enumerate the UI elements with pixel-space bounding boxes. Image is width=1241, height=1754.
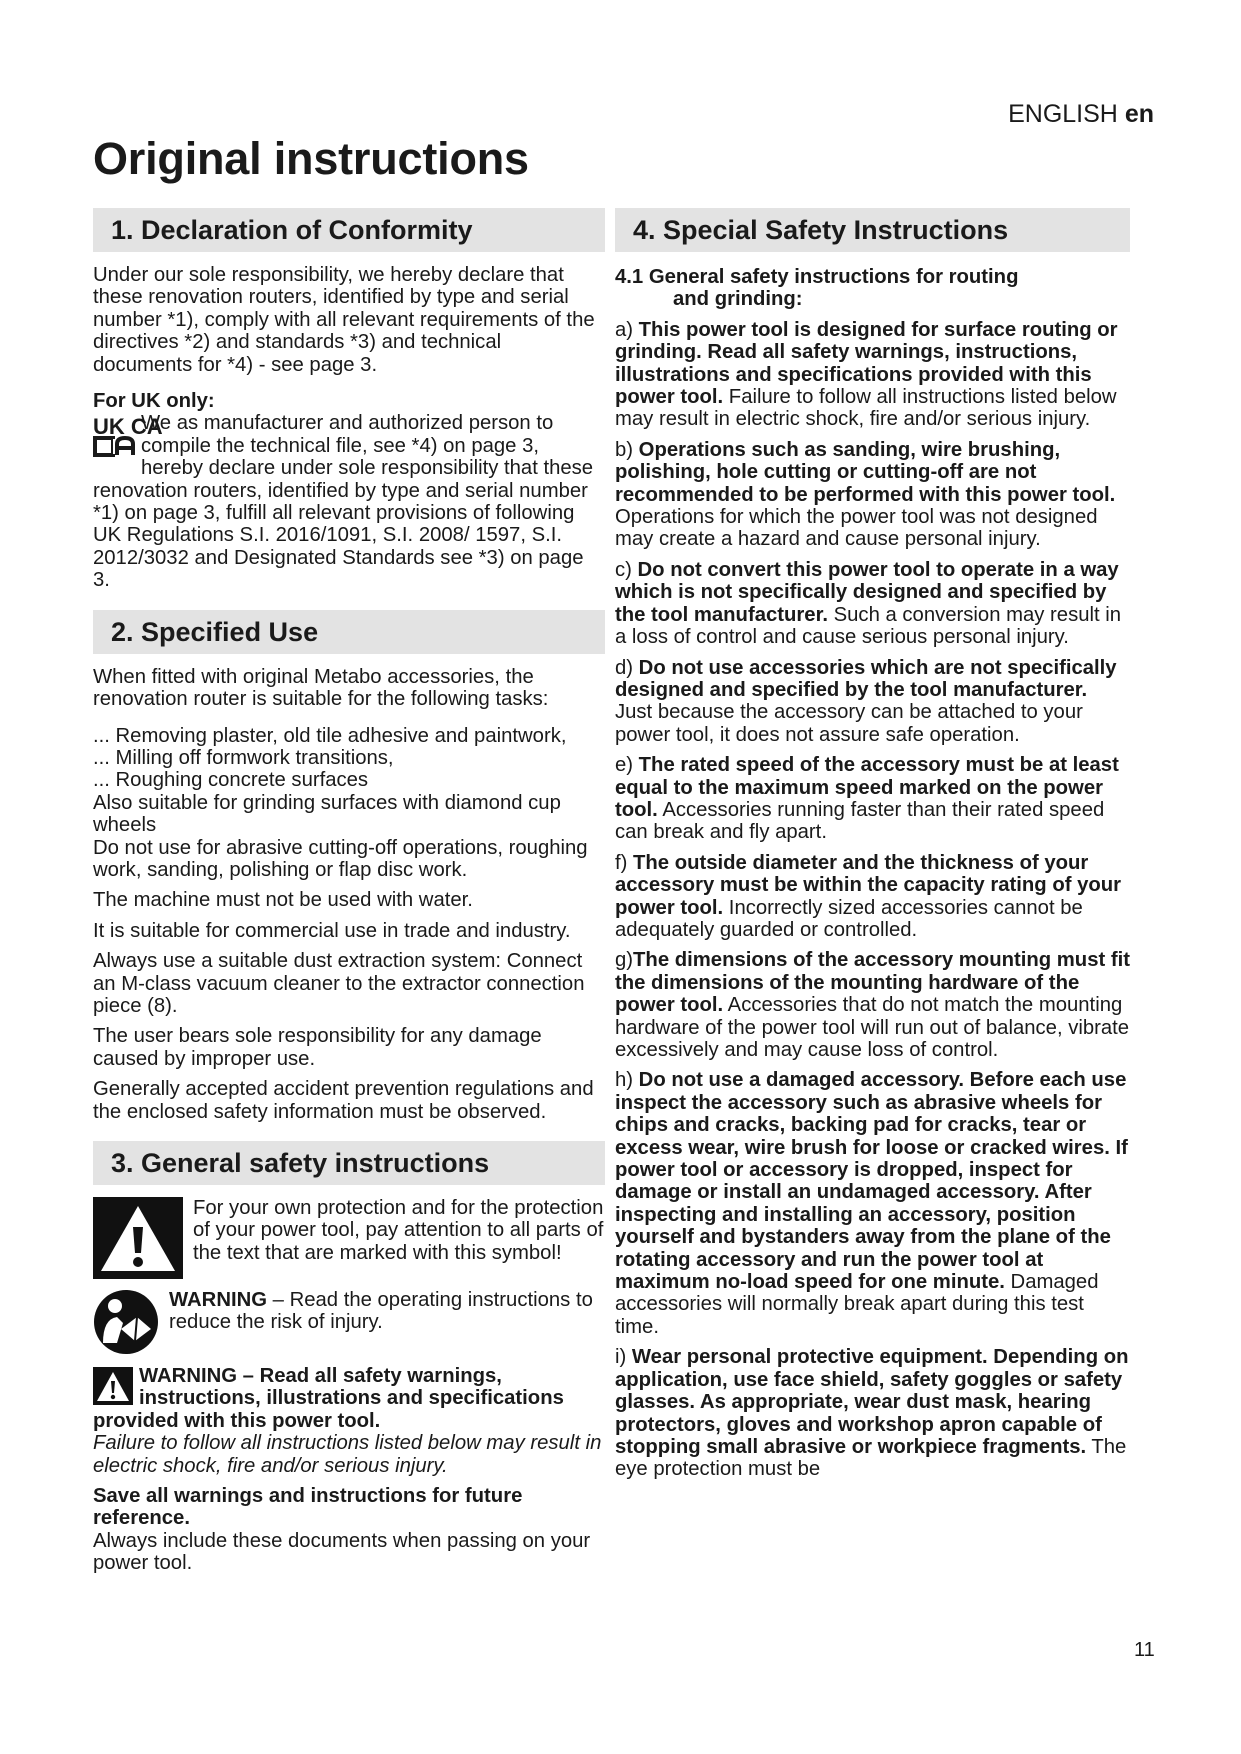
paragraph: The machine must not be used with water.	[93, 889, 473, 912]
uk-label: For UK only:	[93, 390, 215, 413]
paragraph: Also suitable for grinding surfaces with diamond cup wheels	[93, 791, 561, 837]
instruction-item: i) Wear personal protective equipment. Depending on application, use face shield, safety goggles or safety glasses. As appropriate, wear dust mask, hearing protectors, gloves and workshop apron capable of stopping small abrasive or workpiece fragments. The eye protection must be	[615, 1346, 1129, 1481]
paragraph: Generally accepted accident prevention regulations and the enclosed safety information must be observed.	[93, 1078, 594, 1123]
section-heading: 2. Specified Use	[93, 610, 605, 654]
save-text: Always include these documents when passing on your power tool.	[93, 1529, 591, 1575]
warning-all-italic: Failure to follow all instructions listed below may result in electric shock, fire and/or serious injury.	[93, 1432, 602, 1477]
page-number: 11	[1134, 1639, 1155, 1661]
read-manual-icon	[93, 1289, 159, 1355]
section-heading: 4. Special Safety Instructions	[615, 208, 1130, 252]
ukca-mark-text: UK CA	[93, 414, 163, 440]
warning-text: WARNING – Read the operating instructions to reduce the risk of injury.	[169, 1289, 593, 1334]
instruction-item: g)The dimensions of the accessory mounting must fit the dimensions of the mounting hardware of the power tool. Accessories that do not match the mounting hardware of the power tool will run out of balance, vibrate excessively and may cause loss of control.	[615, 949, 1131, 1061]
uk-text: We as manufacturer and authorized person to compile the technical file, see *4) on page 3, hereby declare under sole responsibility that these renovation routers, identified by type and serial number *1) on page 3, fulfill all relevant provisions of following UK Regulations S.I. 2016/1091, S.I. 2008/ 1597, S.I. 2012/3032 and Designated Standards see *3) on page 3.	[93, 412, 594, 592]
symbol-row	[93, 1197, 605, 1279]
symbol-text: For your own protection and for the protection of your power tool, pay attention to all parts of the text that are marked with this symbol!	[193, 1197, 604, 1264]
uk-block	[93, 412, 605, 591]
instruction-item: a) This power tool is designed for surface routing or grinding. Read all safety warnings, instructions, illustrations and specifications provided with this power tool. Failure to follow all instructions listed below may result in electric shock, fire and/or serious injury.	[615, 318, 1118, 431]
section-heading: 1. Declaration of Conformity	[93, 208, 605, 252]
subsection-heading: 4.1 General safety instructions for routing and grinding:	[615, 266, 1019, 311]
list-item: ... Roughing concrete surfaces	[93, 769, 369, 792]
paragraph: The user bears sole responsibility for any damage caused by improper use.	[93, 1025, 542, 1070]
warning-triangle-icon	[93, 1367, 133, 1405]
warning-all-block	[93, 1365, 605, 1477]
left-column	[93, 208, 605, 1583]
page-title: Original instructions	[93, 133, 529, 184]
paragraph: Under our sole responsibility, we hereby declare that these renovation routers, identified by type and serial number *1), comply with all relevant requirements of the directives *2) and standards *3) and technical documents for *4) - see page 3.	[93, 264, 595, 376]
instruction-item: b) Operations such as sanding, wire brushing, polishing, hole cutting or cutting-off are not recommended to be performed with this power tool. Operations for which the power tool was not designed may create a hazard and cause personal injury.	[615, 438, 1116, 551]
instruction-item: c) Do not convert this power tool to operate in a way which is not specifically designed and specified by the tool manufacturer. Such a conversion may result in a loss of control and cause serious personal injury.	[615, 558, 1122, 649]
instruction-item: d) Do not use accessories which are not specifically designed and specified by the tool manufacturer. Just because the accessory can be attached to your power tool, it does not assure safe operation.	[615, 656, 1117, 746]
paragraph: Always use a suitable dust extraction system: Connect an M-class vacuum cleaner to the extractor connection piece (8).	[93, 950, 585, 1017]
paragraph: When fitted with original Metabo accessories, the renovation router is suitable for the following tasks:	[93, 665, 549, 711]
list-item: ... Milling off formwork transitions,	[93, 746, 394, 769]
right-column	[615, 208, 1130, 1489]
warning-triangle-icon	[93, 1197, 183, 1279]
instruction-item: f) The outside diameter and the thickness of your accessory must be within the capacity rating of your power tool. Incorrectly sized accessories cannot be adequately guarded or controlled.	[615, 851, 1122, 941]
warning-all-bold: WARNING – Read all safety warnings, instructions, illustrations and specifications provided with this power tool.	[93, 1365, 564, 1432]
paragraph: It is suitable for commercial use in trade and industry.	[93, 919, 571, 942]
ukca-mark-icon	[93, 414, 163, 458]
paragraph: Do not use for abrasive cutting-off operations, roughing work, sanding, polishing or flap disc work.	[93, 836, 588, 881]
instruction-item: e) The rated speed of the accessory must be at least equal to the maximum speed marked on the power tool. Accessories running faster than their rated speed can break and fly apart.	[615, 754, 1119, 844]
language-label: ENGLISH en	[1008, 100, 1154, 128]
list-item: ... Removing plaster, old tile adhesive and paintwork,	[93, 724, 567, 747]
save-bold: Save all warnings and instructions for future reference.	[93, 1485, 523, 1530]
instruction-item: h) Do not use a damaged accessory. Before each use inspect the accessory such as abrasive wheels for chips and cracks, backing pad for cracks, tear or excess wear, wire brush for loose or cracked wires. If power tool or accessory is dropped, inspect for damage or install an undamaged accessory. After inspecting and installing an accessory, position yourself and bystanders away from the plane of the rotating accessory and run the power tool at maximum no-load speed for one minute. Damaged accessories will normally break apart during this test time.	[615, 1069, 1128, 1338]
manual-row	[93, 1289, 605, 1355]
section-heading: 3. General safety instructions	[93, 1141, 605, 1185]
